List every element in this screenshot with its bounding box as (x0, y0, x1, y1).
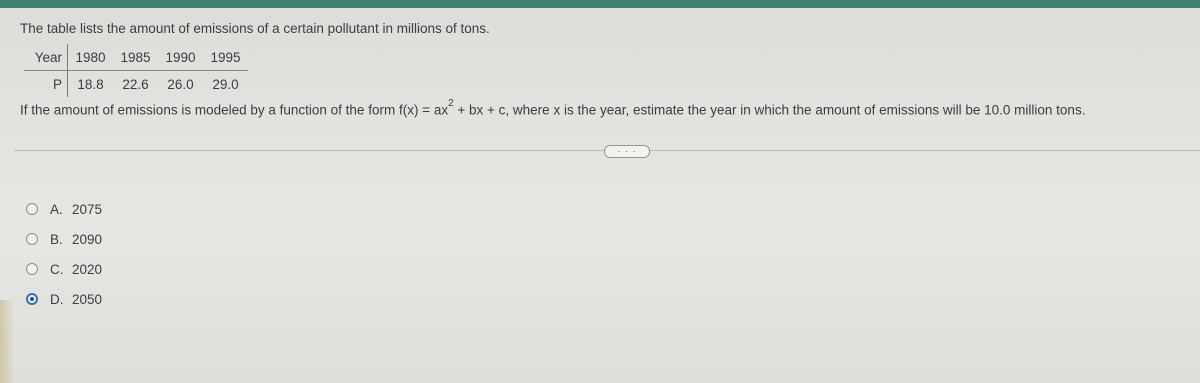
table-cell-value: 22.6 (122, 76, 149, 92)
emissions-table (24, 44, 248, 97)
radio-icon[interactable] (26, 263, 38, 275)
top-accent-strip (0, 0, 1200, 8)
model-exponent: 2 (448, 98, 454, 109)
table-cell-value: 26.0 (167, 76, 194, 92)
table-header-p: P (24, 71, 68, 98)
radio-icon[interactable] (26, 233, 38, 245)
option-text: 2075 (72, 201, 103, 217)
option-letter: C. (50, 261, 64, 277)
left-edge-shade (0, 300, 14, 383)
table-cell-year: 1995 (203, 44, 248, 71)
question-intro: The table lists the amount of emissions of a certain pollutant in millions of tons. (20, 21, 490, 36)
model-text-part1: If the amount of emissions is modeled by a function of the form f(x) = ax (20, 102, 449, 118)
option-text: 2020 (72, 261, 103, 277)
option-text: 2090 (72, 231, 103, 247)
option-b[interactable] (26, 224, 102, 254)
question-model-text (20, 98, 1086, 118)
option-letter: D. (50, 291, 64, 307)
more-button[interactable]: · · · (604, 145, 650, 158)
option-letter: B. (50, 231, 63, 247)
table-cell-year: 1985 (113, 44, 158, 71)
option-c[interactable] (26, 254, 102, 284)
radio-icon[interactable] (26, 203, 38, 215)
table-cell-value: 18.8 (77, 76, 104, 92)
table-row-p (24, 71, 248, 98)
table-cell-year: 1990 (158, 44, 203, 71)
radio-selected-icon[interactable] (26, 293, 38, 305)
model-text-part2: + bx + c, where x is the year, estimate the year in which the amount of emissions will be 10.0 million tons. (453, 102, 1086, 118)
table-cell-value: 29.0 (212, 76, 239, 92)
option-text: 2050 (72, 291, 103, 307)
answer-options (26, 194, 102, 314)
table-header-year: Year (24, 44, 68, 71)
option-letter: A. (50, 201, 63, 217)
table-cell-year: 1980 (68, 44, 114, 71)
table-row-year (24, 44, 248, 71)
option-d[interactable] (26, 284, 102, 314)
option-a[interactable] (26, 194, 102, 224)
